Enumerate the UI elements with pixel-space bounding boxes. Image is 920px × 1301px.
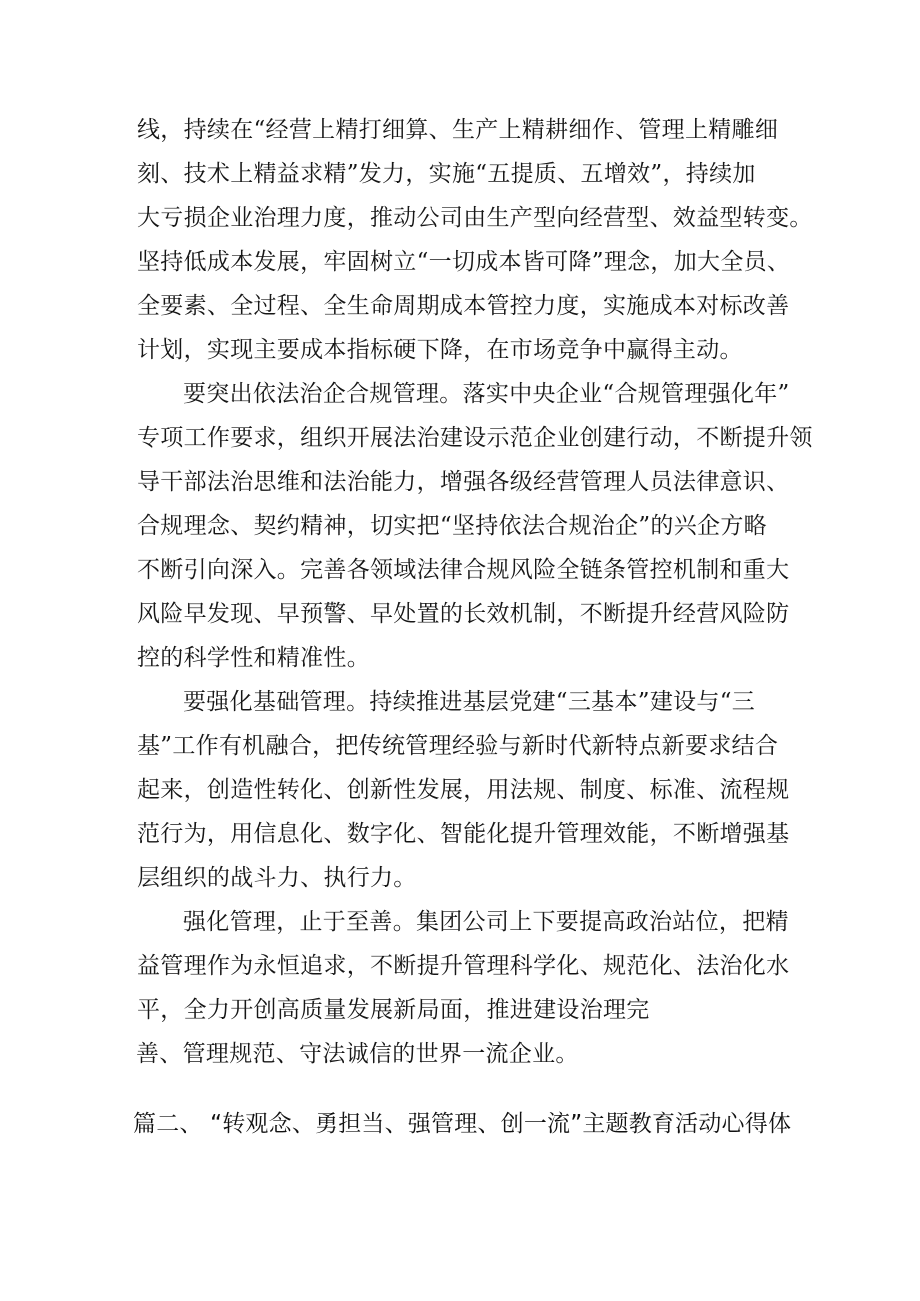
paragraph-line: 益管理作为永恒追求，不断提升管理科学化、规范化、法治化水: [137, 953, 790, 979]
paragraph-line: 起来，创造性转化、创新性发展，用法规、制度、标准、流程规: [137, 777, 790, 803]
paragraph-line: 层组织的战斗力、执行力。: [137, 865, 417, 891]
paragraph-line: 范行为，用信息化、数字化、智能化提升管理效能，不断增强基: [137, 821, 790, 847]
paragraph-line: 刻、技术上精益求精”发力，实施“五提质、五增效”，持续加: [137, 161, 756, 187]
paragraph-line: 专项工作要求，组织开展法治建设示范企业创建行动，不断提升领: [137, 425, 813, 451]
section-heading: 篇二、 “转观念、勇担当、强管理、创一流”主题教育活动心得体: [133, 1111, 792, 1137]
paragraph-line: 要强化基础管理。持续推进基层党建“三基本”建设与“三: [183, 689, 756, 715]
paragraph-line: 强化管理，止于至善。集团公司上下要提高政治站位，把精: [183, 909, 789, 935]
paragraph-line: 平，全力开创高质量发展新局面，推进建设治理完: [137, 997, 650, 1023]
paragraph-line: 控的科学性和精准性。: [137, 645, 370, 671]
paragraph-line: 导干部法治思维和法治能力，增强各级经营管理人员法律意识、: [137, 469, 790, 495]
paragraph-line: 计划，实现主要成本指标硬下降，在市场竞争中赢得主动。: [137, 337, 743, 363]
paragraph-line: 要突出依法治企合规管理。落实中央企业“合规管理强化年”: [183, 381, 790, 407]
paragraph-line: 合规理念、契约精神，切实把“坚持依法合规治企”的兴企方略: [137, 513, 767, 539]
paragraph-line: 线，持续在“经营上精打细算、生产上精耕细作、管理上精雕细: [137, 117, 779, 143]
paragraph-line: 不断引向深入。完善各领域法律合规风险全链条管控机制和重大: [137, 557, 790, 583]
paragraph-line: 善、管理规范、守法诚信的世界一流企业。: [136, 1041, 579, 1067]
paragraph-line: 全要素、全过程、全生命周期成本管控力度，实施成本对标改善: [137, 293, 790, 319]
paragraph-line: 风险早发现、早预警、早处置的长效机制，不断提升经营风险防: [137, 601, 790, 627]
paragraph-line: 基”工作有机融合，把传统管理经验与新时代新特点新要求结合: [137, 733, 779, 759]
paragraph-line: 大亏损企业治理力度，推动公司由生产型向经营型、效益型转变。: [137, 205, 813, 231]
paragraph-line: 坚持低成本发展，牢固树立“一切成本皆可降”理念，加大全员、: [137, 249, 791, 275]
